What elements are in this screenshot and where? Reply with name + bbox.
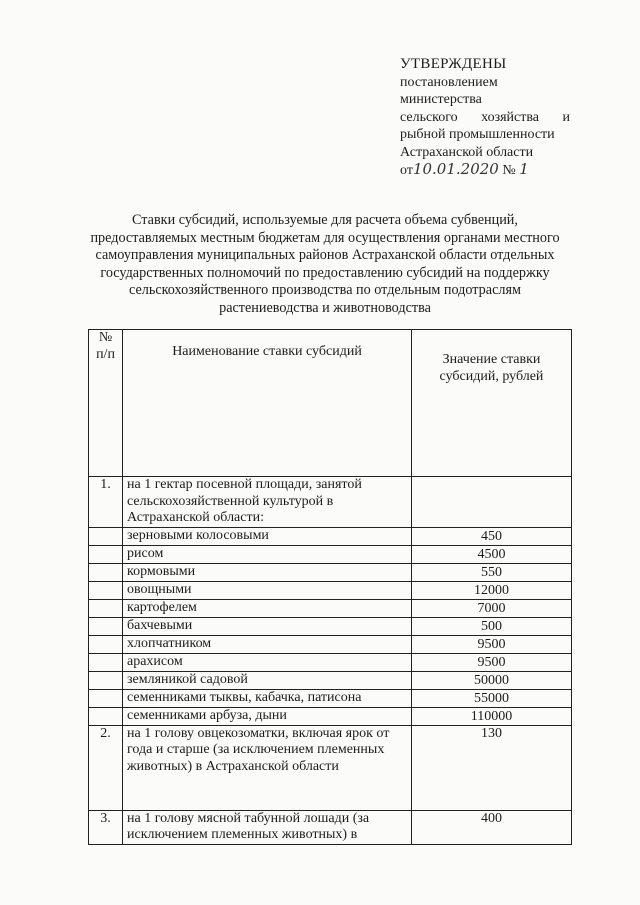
row-number-empty (89, 617, 123, 635)
crop-name: овощными (123, 581, 412, 599)
crop-name: кормовыми (123, 563, 412, 581)
approval-word-1: сельского (400, 109, 458, 125)
crop-value: 9500 (412, 653, 572, 671)
row-number-empty (89, 599, 123, 617)
table-row (89, 545, 572, 563)
table-row (89, 635, 572, 653)
row-text: на 1 голову мясной табунной лошади (за исключением племенных животных) в (123, 810, 412, 844)
crop-name: картофелем (123, 599, 412, 617)
row-number: 3. (89, 810, 123, 844)
table-row (89, 581, 572, 599)
approval-line-3 (400, 109, 570, 127)
table-header-row (89, 330, 572, 477)
document-title: Ставки субсидий, используемые для расчета объема субвенций, предоставляемых местным бюджетам для осуществления органами местного самоуправления муниципальных районов Астраханской области отдельных государственных полномочий по предоставлению субсидий на поддержку сельскохозяйственного производства по отдельным подотраслям растениеводства и животноводства (90, 212, 560, 316)
table-row-section-1 (89, 477, 572, 528)
row-number-empty (89, 545, 123, 563)
approval-word-3: и (562, 109, 570, 125)
handwritten-date: 10.01.2020 (412, 160, 499, 178)
crop-value: 9500 (412, 635, 572, 653)
approval-line-4: рыбной промышленности (400, 127, 555, 142)
header-value (412, 330, 572, 477)
crop-value: 12000 (412, 581, 572, 599)
row-number-empty (89, 563, 123, 581)
handwritten-number: 1 (519, 160, 529, 178)
crop-name: семенниками тыквы, кабачка, патисона (123, 689, 412, 707)
row-number-empty (89, 653, 123, 671)
approval-line-1: постановлением (400, 74, 498, 90)
row-value-empty (412, 477, 572, 528)
row-text: на 1 голову овцекозоматки, включая ярок от года и старше (за исключением племенных животных) в Астраханской области (123, 725, 412, 810)
crop-value: 4500 (412, 545, 572, 563)
table-row (89, 689, 572, 707)
table-row (89, 527, 572, 545)
table-row (89, 671, 572, 689)
header-value-text: Значение ставки субсидий, рублей (439, 352, 544, 384)
approval-line-5: Астраханской области (400, 144, 534, 160)
table-row (89, 707, 572, 725)
crop-name: арахисом (123, 653, 412, 671)
header-name: Наименование ставки субсидий (123, 330, 412, 477)
row-number-empty (89, 707, 123, 725)
crop-value: 450 (412, 527, 572, 545)
row-number-empty (89, 689, 123, 707)
crop-name: бахчевыми (123, 617, 412, 635)
row-value: 130 (412, 725, 572, 810)
crop-name: рисом (123, 545, 412, 563)
crop-value: 500 (412, 617, 572, 635)
crop-value: 550 (412, 563, 572, 581)
crop-value: 50000 (412, 671, 572, 689)
crop-name: хлопчатником (123, 635, 412, 653)
subsidy-rates-table (88, 329, 572, 845)
table-row-section-3 (89, 810, 572, 844)
row-text: на 1 гектар посевной площади, занятой сельскохозяйственной культурой в Астраханской области: (123, 477, 412, 528)
approval-word-2: хозяйства (481, 109, 540, 125)
from-label: от (400, 163, 413, 178)
row-value: 400 (412, 810, 572, 844)
row-number-empty (89, 635, 123, 653)
header-number (89, 330, 123, 477)
header-number-sign: № (98, 330, 113, 345)
table-row (89, 653, 572, 671)
row-number: 1. (89, 477, 123, 528)
crop-value: 110000 (412, 707, 572, 725)
crop-name: семенниками арбуза, дыни (123, 707, 412, 725)
row-number: 2. (89, 725, 123, 810)
row-number-empty (89, 581, 123, 599)
approval-date-line (400, 161, 570, 180)
crop-value: 55000 (412, 689, 572, 707)
table-row (89, 563, 572, 581)
approval-line-2: министерства (400, 92, 482, 107)
header-number-pp: п/п (96, 346, 115, 362)
approval-stamp (400, 56, 570, 180)
row-number-empty (89, 527, 123, 545)
number-label: № (502, 163, 516, 178)
approval-heading: УТВЕРЖДЕНЫ (400, 56, 507, 72)
table-row (89, 617, 572, 635)
crop-value: 7000 (412, 599, 572, 617)
table-row-section-2 (89, 725, 572, 810)
row-number-empty (89, 671, 123, 689)
crop-name: зерновыми колосовыми (123, 527, 412, 545)
crop-name: земляникой садовой (123, 671, 412, 689)
table-row (89, 599, 572, 617)
